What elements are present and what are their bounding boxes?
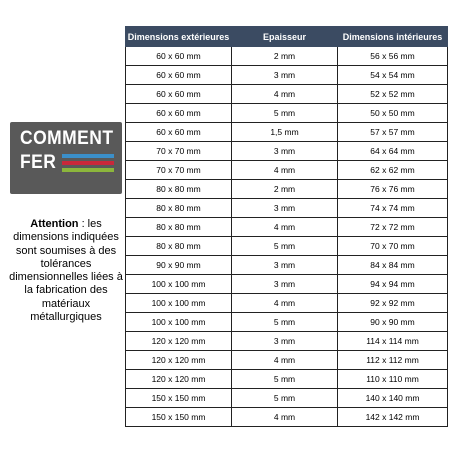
cell-epaisseur: 2 mm — [232, 47, 338, 66]
table-row — [126, 313, 448, 332]
table-row — [126, 161, 448, 180]
table-row — [126, 218, 448, 237]
cell-epaisseur: 4 mm — [232, 161, 338, 180]
cell-dimensions-interieures: 140 x 140 mm — [338, 389, 448, 408]
logo-row — [20, 152, 114, 174]
cell-epaisseur: 5 mm — [232, 389, 338, 408]
cell-dimensions-interieures: 64 x 64 mm — [338, 142, 448, 161]
logo-stripe-green — [62, 168, 114, 172]
cell-dimensions-interieures: 142 x 142 mm — [338, 408, 448, 427]
dimensions-table — [125, 26, 448, 427]
cell-dimensions-interieures: 76 x 76 mm — [338, 180, 448, 199]
cell-epaisseur: 2 mm — [232, 180, 338, 199]
logo-stripe-blue — [62, 154, 114, 158]
cell-dimensions-interieures: 62 x 62 mm — [338, 161, 448, 180]
table-row — [126, 104, 448, 123]
cell-epaisseur: 4 mm — [232, 408, 338, 427]
table-row — [126, 199, 448, 218]
cell-dimensions-exterieures: 150 x 150 mm — [126, 389, 232, 408]
cell-dimensions-interieures: 70 x 70 mm — [338, 237, 448, 256]
cell-dimensions-exterieures: 80 x 80 mm — [126, 237, 232, 256]
logo-stripes — [62, 154, 114, 172]
logo-stripe-red — [62, 161, 114, 165]
cell-dimensions-exterieures: 100 x 100 mm — [126, 313, 232, 332]
table-row — [126, 237, 448, 256]
cell-dimensions-exterieures: 70 x 70 mm — [126, 161, 232, 180]
cell-epaisseur: 5 mm — [232, 370, 338, 389]
logo-text-fer: FER — [20, 152, 57, 173]
cell-dimensions-interieures: 112 x 112 mm — [338, 351, 448, 370]
table-row — [126, 351, 448, 370]
cell-epaisseur: 5 mm — [232, 313, 338, 332]
cell-dimensions-exterieures: 60 x 60 mm — [126, 104, 232, 123]
cell-dimensions-interieures: 56 x 56 mm — [338, 47, 448, 66]
cell-dimensions-exterieures: 100 x 100 mm — [126, 294, 232, 313]
cell-dimensions-interieures: 74 x 74 mm — [338, 199, 448, 218]
table-row — [126, 275, 448, 294]
table-row — [126, 389, 448, 408]
cell-dimensions-exterieures: 80 x 80 mm — [126, 218, 232, 237]
logo-text-comment: COMMENT — [20, 128, 114, 149]
cell-epaisseur: 4 mm — [232, 351, 338, 370]
cell-dimensions-exterieures: 70 x 70 mm — [126, 142, 232, 161]
cell-epaisseur: 1,5 mm — [232, 123, 338, 142]
cell-dimensions-exterieures: 120 x 120 mm — [126, 351, 232, 370]
cell-dimensions-interieures: 52 x 52 mm — [338, 85, 448, 104]
cell-epaisseur: 4 mm — [232, 85, 338, 104]
cell-epaisseur: 3 mm — [232, 256, 338, 275]
table-row — [126, 370, 448, 389]
cell-dimensions-interieures: 90 x 90 mm — [338, 313, 448, 332]
cell-epaisseur: 4 mm — [232, 294, 338, 313]
header-dimensions-interieures: Dimensions intérieures — [338, 27, 448, 47]
header-dimensions-exterieures: Dimensions extérieures — [126, 27, 232, 47]
cell-dimensions-interieures: 72 x 72 mm — [338, 218, 448, 237]
cell-epaisseur: 5 mm — [232, 104, 338, 123]
table-row — [126, 142, 448, 161]
table-row — [126, 85, 448, 104]
cell-dimensions-exterieures: 150 x 150 mm — [126, 408, 232, 427]
cell-dimensions-interieures: 57 x 57 mm — [338, 123, 448, 142]
cell-epaisseur: 5 mm — [232, 237, 338, 256]
cell-epaisseur: 3 mm — [232, 199, 338, 218]
cell-epaisseur: 3 mm — [232, 332, 338, 351]
table-row — [126, 408, 448, 427]
cell-dimensions-interieures: 50 x 50 mm — [338, 104, 448, 123]
cell-dimensions-exterieures: 80 x 80 mm — [126, 199, 232, 218]
cell-epaisseur: 3 mm — [232, 66, 338, 85]
cell-dimensions-interieures: 54 x 54 mm — [338, 66, 448, 85]
cell-epaisseur: 3 mm — [232, 142, 338, 161]
cell-epaisseur: 3 mm — [232, 275, 338, 294]
table-header-row — [126, 27, 448, 47]
cell-dimensions-interieures: 114 x 114 mm — [338, 332, 448, 351]
cell-dimensions-exterieures: 80 x 80 mm — [126, 180, 232, 199]
cell-dimensions-interieures: 110 x 110 mm — [338, 370, 448, 389]
table-row — [126, 180, 448, 199]
cell-dimensions-exterieures: 120 x 120 mm — [126, 332, 232, 351]
table-row — [126, 123, 448, 142]
cell-dimensions-exterieures: 90 x 90 mm — [126, 256, 232, 275]
table-row — [126, 47, 448, 66]
table-row — [126, 66, 448, 85]
attention-text: : les dimensions indiquées sont soumises à des tolérances dimensionnelles liées à la fabrication des matériaux métallurgiques — [9, 218, 123, 324]
comment-fer-logo — [10, 122, 122, 194]
cell-epaisseur: 4 mm — [232, 218, 338, 237]
table-row — [126, 332, 448, 351]
cell-dimensions-exterieures: 100 x 100 mm — [126, 275, 232, 294]
cell-dimensions-exterieures: 60 x 60 mm — [126, 85, 232, 104]
table-row — [126, 294, 448, 313]
cell-dimensions-exterieures: 60 x 60 mm — [126, 123, 232, 142]
table-row — [126, 256, 448, 275]
cell-dimensions-interieures: 94 x 94 mm — [338, 275, 448, 294]
cell-dimensions-exterieures: 60 x 60 mm — [126, 66, 232, 85]
cell-dimensions-exterieures: 60 x 60 mm — [126, 47, 232, 66]
attention-label: Attention — [30, 218, 79, 230]
cell-dimensions-interieures: 92 x 92 mm — [338, 294, 448, 313]
cell-dimensions-interieures: 84 x 84 mm — [338, 256, 448, 275]
header-epaisseur: Epaisseur — [232, 27, 338, 47]
table-body — [126, 47, 448, 427]
attention-note — [6, 218, 126, 324]
cell-dimensions-exterieures: 120 x 120 mm — [126, 370, 232, 389]
